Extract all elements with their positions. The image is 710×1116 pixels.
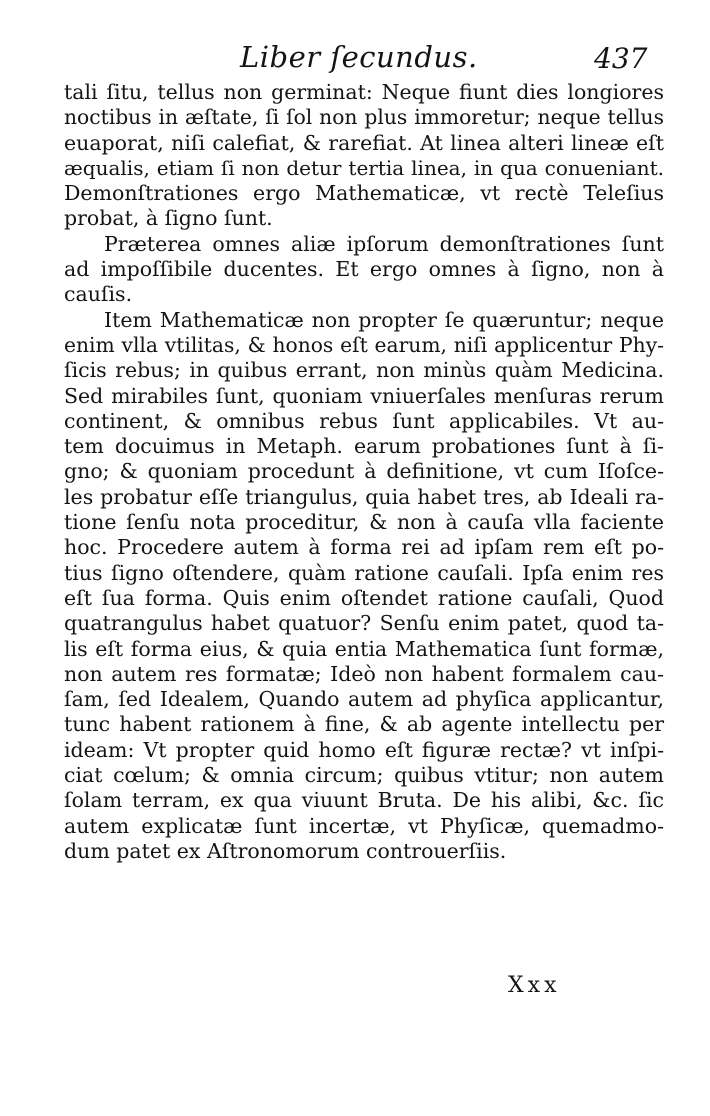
text-line: continent, & omnibus rebus ſunt applicabiles. Vt au-	[64, 408, 664, 433]
page-number: 437	[594, 42, 648, 75]
text-line: ſicis rebus; in quibus errant, non minùs quàm Medicina.	[64, 358, 664, 383]
running-title: Liber ſecundus.	[240, 40, 478, 74]
text-line: tunc habent rationem à fine, & ab agente intellectu per	[64, 712, 664, 737]
text-line: eſt ſua forma. Quis enim oſtendet ratione cauſali, Quod	[64, 585, 664, 610]
text-line: euaporat, niſi calefiat, & rarefiat. At linea alteri lineæ eſt	[64, 130, 664, 155]
running-head	[0, 40, 710, 76]
text-line: ad impoſſibile ducentes. Et ergo omnes à ſigno, non à	[64, 257, 664, 282]
text-line: enim vlla vtilitas, & honos eſt earum, niſi applicentur Phy-	[64, 332, 664, 357]
text-line: non autem res formatæ; Ideò non habent formalem cau-	[64, 661, 664, 686]
text-line: Item Mathematicæ non propter ſe quæruntur; neque	[104, 307, 664, 332]
text-line: lis eſt forma eius, & quia entia Mathematica ſunt formæ,	[64, 636, 664, 661]
text-line: probat, à ſigno ſunt.	[64, 206, 273, 231]
text-line: ſolam terram, ex qua viuunt Bruta. De his alibi, &c. ſic	[64, 788, 664, 813]
text-line: ideam: Vt propter quid homo eſt figuræ rectæ? vt inſpi-	[64, 737, 664, 762]
text-line: noctibus in æſtate, ſi ſol non plus immoretur; neque tellus	[64, 105, 664, 130]
text-line: quatrangulus habet quatuor? Senſu enim patet, quod ta-	[64, 611, 664, 636]
text-line: ciat cœlum; & omnia circum; quibus vtitur; non autem	[64, 763, 664, 788]
text-line: Demonſtrationes ergo Mathematicæ, vt rectè Teleſius	[64, 181, 664, 206]
text-line: tius ſigno oſtendere, quàm ratione cauſali. Ipſa enim res	[64, 560, 664, 585]
text-line: æqualis, etiam ſi non detur tertia linea, in qua conueniant.	[64, 155, 664, 180]
signature-mark: Xxx	[508, 973, 561, 998]
text-line: tali ſitu, tellus non germinat: Neque fiunt dies longiores	[64, 80, 664, 104]
text-line: tem docuimus in Metaph. earum probationes ſunt à ſi-	[64, 434, 664, 459]
text-line: les probatur eſſe triangulus, quia habet tres, ab Ideali ra-	[64, 484, 664, 509]
text-line: tione ſenſu nota proceditur, & non à cauſa vlla faciente	[64, 510, 664, 535]
text-line: cauſis.	[64, 282, 133, 307]
body-text	[64, 80, 664, 864]
text-line: Sed mirabiles ſunt, quoniam vniuerſales menſuras rerum	[64, 383, 664, 408]
text-line: ſam, ſed Idealem, Quando autem ad phyſica applicantur,	[64, 687, 664, 712]
text-line: Præterea omnes aliæ ipſorum demonſtrationes ſunt	[104, 231, 664, 256]
text-line: hoc. Procedere autem à forma rei ad ipſam rem eſt po-	[64, 535, 664, 560]
text-line: autem explicatæ ſunt incertæ, vt Phyſicæ, quemadmo-	[64, 813, 664, 838]
text-line: dum patet ex Aſtronomorum controuerſiis.	[64, 838, 507, 863]
text-line: gno; & quoniam procedunt à definitione, vt cum Iſoſce-	[64, 459, 664, 484]
